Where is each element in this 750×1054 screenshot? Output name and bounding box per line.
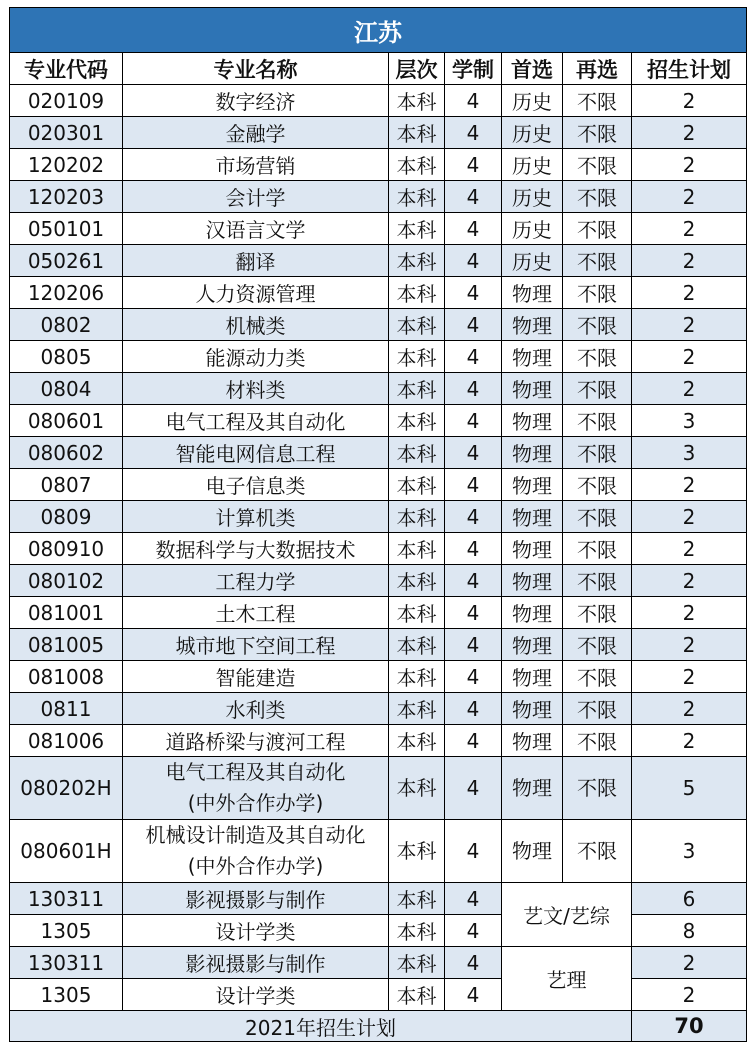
- study-years: 4: [445, 245, 502, 277]
- second-choice-subject: 不限: [563, 213, 632, 245]
- study-years: 4: [445, 883, 502, 915]
- first-choice-subject: 历史: [502, 85, 563, 117]
- total-label: 2021年招生计划: [10, 1011, 632, 1042]
- plan-count: 2: [632, 341, 747, 373]
- degree-level: 本科: [389, 661, 445, 693]
- first-choice-subject: 历史: [502, 245, 563, 277]
- study-years: 4: [445, 405, 502, 437]
- major-name-line: 工程力学: [215, 570, 296, 594]
- first-choice-subject: 物理: [502, 309, 563, 341]
- table-row: [10, 757, 747, 820]
- table-row: [10, 725, 747, 757]
- plan-count: 2: [632, 501, 747, 533]
- major-name: [123, 149, 389, 181]
- col-header-years: 学制: [445, 53, 502, 85]
- study-years: 4: [445, 629, 502, 661]
- major-code: 080602: [10, 437, 123, 469]
- enrollment-plan-table: [9, 7, 747, 1042]
- major-name: [123, 469, 389, 501]
- col-header-plan: 招生计划: [632, 53, 747, 85]
- second-choice-subject: 不限: [563, 820, 632, 883]
- major-name-line: 电子信息类: [205, 474, 306, 498]
- second-choice-subject: 不限: [563, 277, 632, 309]
- major-code: 081001: [10, 597, 123, 629]
- plan-count: 6: [632, 883, 747, 915]
- table-body: [10, 85, 747, 1011]
- major-name: [123, 725, 389, 757]
- major-code: 0805: [10, 341, 123, 373]
- plan-count: 2: [632, 373, 747, 405]
- plan-count: 2: [632, 85, 747, 117]
- study-years: 4: [445, 309, 502, 341]
- major-code: 080202H: [10, 757, 123, 820]
- table-row: [10, 469, 747, 501]
- second-choice-subject: 不限: [563, 469, 632, 501]
- major-name-line: 会计学: [225, 186, 286, 210]
- table-row: [10, 85, 747, 117]
- plan-count: 2: [632, 469, 747, 501]
- degree-level: 本科: [389, 405, 445, 437]
- first-choice-subject: 历史: [502, 213, 563, 245]
- study-years: 4: [445, 149, 502, 181]
- table-row: [10, 373, 747, 405]
- plan-count: 3: [632, 405, 747, 437]
- major-name: [123, 661, 389, 693]
- major-code: 081005: [10, 629, 123, 661]
- first-choice-subject: 物理: [502, 597, 563, 629]
- major-name: [123, 565, 389, 597]
- study-years: 4: [445, 565, 502, 597]
- major-name: [123, 277, 389, 309]
- study-years: 4: [445, 277, 502, 309]
- first-choice-subject: 物理: [502, 277, 563, 309]
- study-years: 4: [445, 469, 502, 501]
- table-row: [10, 277, 747, 309]
- major-name-line: 材料类: [225, 378, 286, 402]
- major-code: 081008: [10, 661, 123, 693]
- degree-level: 本科: [389, 117, 445, 149]
- study-years: 4: [445, 533, 502, 565]
- province-title: 江苏: [10, 8, 747, 53]
- major-name: [123, 437, 389, 469]
- table-row: [10, 947, 747, 979]
- col-header-code: 专业代码: [10, 53, 123, 85]
- degree-level: 本科: [389, 725, 445, 757]
- major-name-line: 水利类: [225, 698, 286, 722]
- degree-level: 本科: [389, 277, 445, 309]
- major-code: 020109: [10, 85, 123, 117]
- major-code: 0811: [10, 693, 123, 725]
- col-header-level: 层次: [389, 53, 445, 85]
- plan-count: 2: [632, 149, 747, 181]
- col-header-second-choice: 再选: [563, 53, 632, 85]
- study-years: 4: [445, 597, 502, 629]
- table-row: [10, 181, 747, 213]
- major-name: [123, 979, 389, 1011]
- table-row: [10, 820, 747, 883]
- table-row: [10, 533, 747, 565]
- study-years: 4: [445, 915, 502, 947]
- table-row: [10, 693, 747, 725]
- first-choice-subject: 物理: [502, 661, 563, 693]
- degree-level: 本科: [389, 85, 445, 117]
- header-row: [10, 53, 747, 85]
- table-row: [10, 629, 747, 661]
- major-name: [123, 341, 389, 373]
- major-name-line: 数字经济: [215, 90, 296, 114]
- degree-level: 本科: [389, 565, 445, 597]
- table-row: [10, 117, 747, 149]
- table-row: [10, 979, 747, 1011]
- major-name-line: 智能建造: [215, 666, 296, 690]
- degree-level: 本科: [389, 437, 445, 469]
- major-code: 0809: [10, 501, 123, 533]
- table-row: [10, 915, 747, 947]
- major-name: [123, 533, 389, 565]
- major-name-line: 影视摄影与制作: [185, 952, 326, 976]
- major-name-line: 城市地下空间工程: [175, 634, 336, 658]
- plan-count: 2: [632, 533, 747, 565]
- degree-level: 本科: [389, 373, 445, 405]
- major-name-line: 电气工程及其自动化: [165, 410, 346, 434]
- first-choice-subject: 物理: [502, 341, 563, 373]
- plan-count: 2: [632, 597, 747, 629]
- major-name-line: 影视摄影与制作: [185, 888, 326, 912]
- second-choice-subject: 不限: [563, 565, 632, 597]
- plan-count: 5: [632, 757, 747, 820]
- degree-level: 本科: [389, 533, 445, 565]
- study-years: 4: [445, 117, 502, 149]
- second-choice-subject: 不限: [563, 693, 632, 725]
- first-choice-subject: 物理: [502, 629, 563, 661]
- subject-group: 艺文/艺综: [502, 883, 632, 947]
- first-choice-subject: 物理: [502, 373, 563, 405]
- col-header-first-choice: 首选: [502, 53, 563, 85]
- plan-count: 3: [632, 820, 747, 883]
- degree-level: 本科: [389, 501, 445, 533]
- major-code: 120202: [10, 149, 123, 181]
- degree-level: 本科: [389, 213, 445, 245]
- study-years: 4: [445, 341, 502, 373]
- second-choice-subject: 不限: [563, 725, 632, 757]
- table-row: [10, 213, 747, 245]
- degree-level: 本科: [389, 915, 445, 947]
- major-name: [123, 820, 389, 883]
- study-years: 4: [445, 213, 502, 245]
- study-years: 4: [445, 181, 502, 213]
- major-name: [123, 693, 389, 725]
- table-row: [10, 245, 747, 277]
- major-name-line: 数据科学与大数据技术: [155, 538, 356, 562]
- second-choice-subject: 不限: [563, 117, 632, 149]
- table-row: [10, 309, 747, 341]
- major-name-line: 翻译: [235, 250, 276, 274]
- major-name: [123, 213, 389, 245]
- study-years: 4: [445, 85, 502, 117]
- second-choice-subject: 不限: [563, 597, 632, 629]
- degree-level: 本科: [389, 309, 445, 341]
- major-name-line: 电气工程及其自动化: [165, 760, 346, 784]
- plan-count: 2: [632, 181, 747, 213]
- major-code: 080601: [10, 405, 123, 437]
- second-choice-subject: 不限: [563, 149, 632, 181]
- first-choice-subject: 物理: [502, 533, 563, 565]
- degree-level: 本科: [389, 341, 445, 373]
- table-row: [10, 405, 747, 437]
- major-code: 050261: [10, 245, 123, 277]
- major-name-line: 汉语言文学: [205, 218, 306, 242]
- study-years: 4: [445, 501, 502, 533]
- degree-level: 本科: [389, 820, 445, 883]
- major-name: [123, 883, 389, 915]
- major-code: 130311: [10, 947, 123, 979]
- second-choice-subject: 不限: [563, 309, 632, 341]
- study-years: 4: [445, 437, 502, 469]
- first-choice-subject: 历史: [502, 181, 563, 213]
- major-name-line: (中外合作办学): [187, 791, 324, 815]
- first-choice-subject: 物理: [502, 405, 563, 437]
- first-choice-subject: 物理: [502, 565, 563, 597]
- study-years: 4: [445, 947, 502, 979]
- study-years: 4: [445, 725, 502, 757]
- major-code: 1305: [10, 915, 123, 947]
- degree-level: 本科: [389, 629, 445, 661]
- major-name: [123, 373, 389, 405]
- plan-count: 2: [632, 725, 747, 757]
- plan-count: 2: [632, 117, 747, 149]
- subject-group: 艺理: [502, 947, 632, 1011]
- plan-count: 2: [632, 693, 747, 725]
- total-row: [10, 1011, 747, 1042]
- major-name: [123, 947, 389, 979]
- second-choice-subject: 不限: [563, 533, 632, 565]
- major-name-line: 计算机类: [215, 506, 296, 530]
- major-name-line: 金融学: [225, 122, 286, 146]
- major-code: 080102: [10, 565, 123, 597]
- major-code: 120206: [10, 277, 123, 309]
- table-row: [10, 597, 747, 629]
- second-choice-subject: 不限: [563, 501, 632, 533]
- plan-count: 2: [632, 309, 747, 341]
- table-row: [10, 501, 747, 533]
- plan-count: 2: [632, 565, 747, 597]
- second-choice-subject: 不限: [563, 85, 632, 117]
- first-choice-subject: 历史: [502, 117, 563, 149]
- major-name-line: 机械设计制造及其自动化: [145, 823, 366, 847]
- first-choice-subject: 历史: [502, 149, 563, 181]
- major-name-line: 能源动力类: [205, 346, 306, 370]
- second-choice-subject: 不限: [563, 245, 632, 277]
- degree-level: 本科: [389, 245, 445, 277]
- major-code: 080910: [10, 533, 123, 565]
- second-choice-subject: 不限: [563, 437, 632, 469]
- plan-count: 2: [632, 277, 747, 309]
- major-name-line: 设计学类: [215, 984, 296, 1008]
- major-name-line: (中外合作办学): [187, 854, 324, 878]
- first-choice-subject: 物理: [502, 469, 563, 501]
- table-row: [10, 883, 747, 915]
- major-name-line: 机械类: [225, 314, 286, 338]
- degree-level: 本科: [389, 757, 445, 820]
- table-row: [10, 565, 747, 597]
- second-choice-subject: 不限: [563, 181, 632, 213]
- degree-level: 本科: [389, 883, 445, 915]
- second-choice-subject: 不限: [563, 757, 632, 820]
- major-name-line: 市场营销: [215, 154, 296, 178]
- plan-count: 2: [632, 979, 747, 1011]
- total-value: 70: [632, 1011, 747, 1042]
- degree-level: 本科: [389, 469, 445, 501]
- first-choice-subject: 物理: [502, 820, 563, 883]
- table-row: [10, 341, 747, 373]
- major-name: [123, 181, 389, 213]
- table-row: [10, 437, 747, 469]
- degree-level: 本科: [389, 979, 445, 1011]
- study-years: 4: [445, 820, 502, 883]
- major-name: [123, 309, 389, 341]
- major-code: 1305: [10, 979, 123, 1011]
- first-choice-subject: 物理: [502, 725, 563, 757]
- major-name: [123, 405, 389, 437]
- major-code: 081006: [10, 725, 123, 757]
- second-choice-subject: 不限: [563, 373, 632, 405]
- degree-level: 本科: [389, 693, 445, 725]
- major-name: [123, 757, 389, 820]
- major-name-line: 设计学类: [215, 920, 296, 944]
- second-choice-subject: 不限: [563, 629, 632, 661]
- major-code: 020301: [10, 117, 123, 149]
- degree-level: 本科: [389, 597, 445, 629]
- plan-count: 2: [632, 661, 747, 693]
- study-years: 4: [445, 661, 502, 693]
- major-name-line: 道路桥梁与渡河工程: [165, 730, 346, 754]
- major-name: [123, 117, 389, 149]
- major-name: [123, 915, 389, 947]
- study-years: 4: [445, 979, 502, 1011]
- major-code: 080601H: [10, 820, 123, 883]
- degree-level: 本科: [389, 149, 445, 181]
- second-choice-subject: 不限: [563, 661, 632, 693]
- major-code: 130311: [10, 883, 123, 915]
- major-name: [123, 245, 389, 277]
- second-choice-subject: 不限: [563, 341, 632, 373]
- major-name: [123, 629, 389, 661]
- major-name-line: 土木工程: [215, 602, 296, 626]
- degree-level: 本科: [389, 181, 445, 213]
- major-name-line: 智能电网信息工程: [175, 442, 336, 466]
- first-choice-subject: 物理: [502, 757, 563, 820]
- plan-count: 2: [632, 245, 747, 277]
- major-code: 0802: [10, 309, 123, 341]
- major-code: 0807: [10, 469, 123, 501]
- table-row: [10, 661, 747, 693]
- plan-count: 2: [632, 213, 747, 245]
- first-choice-subject: 物理: [502, 437, 563, 469]
- major-name: [123, 501, 389, 533]
- study-years: 4: [445, 693, 502, 725]
- second-choice-subject: 不限: [563, 405, 632, 437]
- degree-level: 本科: [389, 947, 445, 979]
- first-choice-subject: 物理: [502, 501, 563, 533]
- table-row: [10, 149, 747, 181]
- major-code: 0804: [10, 373, 123, 405]
- study-years: 4: [445, 757, 502, 820]
- first-choice-subject: 物理: [502, 693, 563, 725]
- study-years: 4: [445, 373, 502, 405]
- major-code: 120203: [10, 181, 123, 213]
- plan-count: 3: [632, 437, 747, 469]
- major-name: [123, 597, 389, 629]
- major-name-line: 人力资源管理: [195, 282, 316, 306]
- major-name: [123, 85, 389, 117]
- major-code: 050101: [10, 213, 123, 245]
- plan-count: 8: [632, 915, 747, 947]
- plan-count: 2: [632, 947, 747, 979]
- plan-count: 2: [632, 629, 747, 661]
- col-header-name: 专业名称: [123, 53, 389, 85]
